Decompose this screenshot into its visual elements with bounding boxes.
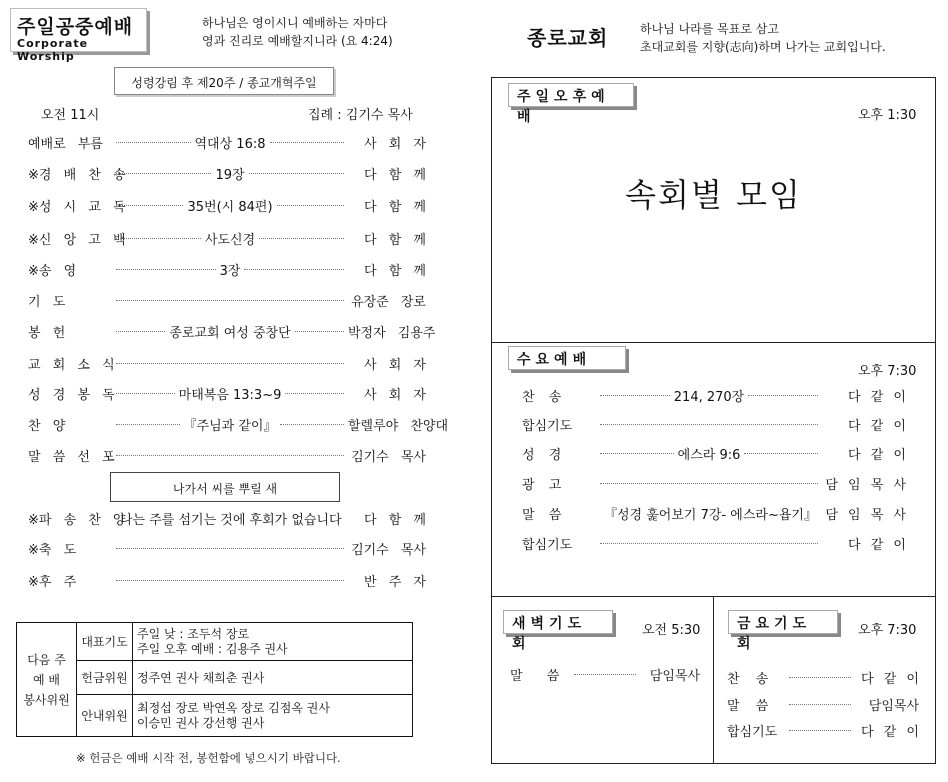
- leader-dots: [116, 455, 344, 456]
- divider: [491, 342, 936, 343]
- order-row: [28, 570, 426, 590]
- order-leader: 유장준 장로: [351, 294, 426, 310]
- leader-dots: [748, 395, 818, 396]
- leader-dots: [249, 173, 344, 174]
- order-content: 『주님과 같이』: [183, 418, 277, 434]
- order-label: 말 씀: [510, 668, 560, 684]
- order-leader: 담 임 목 사: [825, 477, 906, 493]
- staff-role: 대표기도: [77, 623, 133, 661]
- order-row: [28, 353, 426, 373]
- leader-dots: [244, 269, 344, 270]
- order-content: 19장: [215, 167, 245, 183]
- friday-row: [727, 694, 919, 714]
- order-content: 마태복음 13:3~9: [178, 387, 282, 403]
- afternoon-title: 속회별 모임: [625, 176, 802, 214]
- order-row: [28, 538, 426, 558]
- motto-line-1: 하나님 나라를 목표로 삼고: [640, 22, 779, 36]
- order-label: 합심기도: [727, 724, 778, 740]
- order-label: 말 씀 선 포: [28, 449, 115, 465]
- staff-names: [133, 695, 413, 737]
- order-leader: 다 함 께: [364, 199, 426, 215]
- staff-group-line-2: 예 배: [33, 672, 60, 687]
- order-leader: 다 함 께: [364, 167, 426, 183]
- order-label: ※후 주: [28, 574, 77, 590]
- order-row: [28, 290, 426, 310]
- staff-names-line: 주일 오후 예배 : 김용주 권사: [137, 641, 288, 656]
- liturgical-theme: 성령강림 후 제20주 / 종교개혁주일: [114, 67, 334, 95]
- order-leader: 다 함 께: [364, 512, 426, 528]
- leader-dots: [259, 238, 344, 239]
- staff-role: 헌금위원: [77, 661, 133, 695]
- title-korean: 주일공중예배: [17, 16, 134, 38]
- presider: 집례 : 김기수 목사: [308, 108, 413, 123]
- order-label: 성 경: [522, 447, 562, 463]
- order-label: 기 도: [28, 294, 66, 310]
- leader-dots: [600, 483, 818, 484]
- friday-time: 오후 7:30: [858, 623, 917, 638]
- order-row: [28, 414, 449, 434]
- wednesday-row: [522, 473, 906, 493]
- afternoon-time: 오후 1:30: [858, 108, 917, 123]
- order-content: 종로교회 여성 중창단: [169, 325, 291, 341]
- order-row: [28, 163, 426, 183]
- order-row: [28, 383, 426, 403]
- order-row: [28, 259, 426, 279]
- order-leader: 다 같 이: [861, 671, 919, 687]
- order-leader: 사 회 자: [364, 357, 426, 373]
- order-row: [28, 508, 426, 528]
- friday-row: [727, 720, 919, 740]
- leader-dots: [600, 453, 674, 454]
- order-content: 나는 주를 섬기는 것에 후회가 없습니다: [120, 512, 342, 528]
- leader-dots: [600, 543, 818, 544]
- order-leader: 담임목사: [868, 698, 919, 714]
- afternoon-service-tab: 주일오후예배: [508, 83, 634, 107]
- order-leader: 다 같 이: [861, 724, 919, 740]
- order-label: 성 경 봉 독: [28, 387, 115, 403]
- dawn-row: [510, 664, 700, 684]
- verse-line-2: 영과 진리로 예배할지니라 (요 4:24): [202, 34, 393, 48]
- order-content: 『성경 훑어보기 7강- 에스라~욥기』: [604, 507, 817, 523]
- leader-dots: [789, 677, 851, 678]
- order-row: [28, 195, 426, 215]
- staff-names-line: 주일 낮 : 조두석 장로: [137, 626, 250, 641]
- order-content: 214, 270장: [673, 389, 745, 405]
- leader-dots: [744, 453, 818, 454]
- order-leader: 박정자 김용주: [348, 325, 436, 341]
- leader-dots: [277, 205, 344, 206]
- staff-group-label: [17, 623, 77, 737]
- staff-names-line: 최정섭 장로 박연옥 장로 김점옥 권사: [137, 700, 330, 715]
- service-time: 오전 11시: [41, 108, 100, 123]
- sermon-title: 나가서 씨를 뿌릴 새: [110, 472, 340, 502]
- wednesday-time: 오후 7:30: [858, 364, 917, 379]
- order-label: ※파 송 찬 양: [28, 512, 126, 528]
- order-label: ※송 영: [28, 263, 77, 279]
- order-leader: 다 함 께: [364, 263, 426, 279]
- leader-dots: [116, 173, 211, 174]
- offering-note: ※ 헌금은 예배 시작 전, 봉헌함에 넣으시기 바랍니다.: [76, 751, 341, 765]
- order-leader: 담임목사: [649, 668, 700, 684]
- order-leader: 사 회 자: [364, 136, 426, 152]
- order-row: [28, 445, 426, 465]
- order-row: [28, 321, 436, 341]
- order-leader: 다 같 이: [848, 389, 906, 405]
- motto-line-2: 초대교회를 지향(志向)하며 나가는 교회입니다.: [640, 40, 886, 54]
- leader-dots: [574, 674, 636, 675]
- order-content: 35번(시 84편): [187, 199, 273, 215]
- leader-dots: [116, 393, 175, 394]
- wednesday-row: [522, 503, 906, 523]
- order-leader: 김기수 목사: [351, 542, 426, 558]
- leader-dots: [116, 363, 344, 364]
- order-label: 찬 양: [28, 418, 66, 434]
- order-label: ※경 배 찬 송: [28, 167, 126, 183]
- divider: [713, 596, 714, 764]
- order-label: ※신 앙 고 백: [28, 232, 126, 248]
- leader-dots: [116, 205, 183, 206]
- leader-dots: [280, 424, 344, 425]
- staff-role: 안내위원: [77, 695, 133, 737]
- order-label: 교 회 소 식: [28, 357, 115, 373]
- order-leader: 사 회 자: [364, 387, 426, 403]
- leader-dots: [600, 424, 818, 425]
- leader-dots: [116, 424, 180, 425]
- order-label: 예배로 부름: [28, 136, 103, 152]
- order-leader: 할렐루야 찬양대: [348, 418, 449, 434]
- title-english: Corporate Worship: [17, 37, 89, 63]
- leader-dots: [116, 548, 344, 549]
- order-leader: 다 함 께: [364, 232, 426, 248]
- wednesday-row: [522, 414, 906, 434]
- order-leader: 다 같 이: [848, 418, 906, 434]
- wednesday-row: [522, 533, 906, 553]
- order-label: 말 씀: [727, 698, 769, 714]
- leader-dots: [116, 142, 191, 143]
- order-label: ※축 도: [28, 542, 77, 558]
- church-name: 종로교회: [527, 26, 609, 50]
- staff-names: [133, 623, 413, 661]
- leader-dots: [295, 331, 344, 332]
- order-row: [28, 228, 426, 248]
- staff-names-line: 이승민 권사 강선행 권사: [137, 715, 265, 730]
- wednesday-row: [522, 443, 906, 463]
- order-leader: 다 같 이: [848, 447, 906, 463]
- leader-dots: [285, 393, 344, 394]
- leader-dots: [116, 331, 165, 332]
- leader-dots: [789, 704, 851, 705]
- wednesday-row: [522, 385, 906, 405]
- order-leader: 김기수 목사: [351, 449, 426, 465]
- order-content: 에스라 9:6: [677, 447, 741, 463]
- serving-staff-table: [16, 622, 413, 737]
- order-label: 합심기도: [522, 537, 573, 553]
- order-content: 역대상 16:8: [194, 136, 266, 152]
- order-label: 찬 송: [727, 671, 769, 687]
- staff-group-line-3: 봉사위원: [23, 692, 70, 707]
- friday-prayer-tab: 금요기도회: [728, 610, 838, 634]
- leader-dots: [789, 730, 851, 731]
- order-leader: 담 임 목 사: [825, 507, 906, 523]
- order-leader: 반 주 자: [364, 574, 426, 590]
- order-content: 사도신경: [204, 232, 256, 248]
- order-label: 광 고: [522, 477, 562, 493]
- leader-dots: [600, 395, 670, 396]
- verse-line-1: 하나님은 영이시니 예배하는 자마다: [202, 16, 388, 30]
- leader-dots: [116, 580, 344, 581]
- order-row: [28, 132, 426, 152]
- staff-group-line-1: 다음 주: [27, 652, 66, 667]
- leader-dots: [116, 238, 201, 239]
- church-motto: [640, 20, 886, 56]
- order-leader: 다 같 이: [848, 537, 906, 553]
- bulletin-title-tab: [10, 8, 147, 63]
- dawn-time: 오전 5:30: [642, 623, 701, 638]
- order-content: 3장: [219, 263, 241, 279]
- leader-dots: [116, 269, 216, 270]
- scripture-verse: [202, 14, 393, 50]
- order-label: ※성 시 교 독: [28, 199, 126, 215]
- order-label: 봉 헌: [28, 325, 66, 341]
- friday-row: [727, 667, 919, 687]
- leader-dots: [270, 142, 345, 143]
- order-label: 합심기도: [522, 418, 573, 434]
- staff-names: 정주연 권사 채희춘 권사: [133, 661, 413, 695]
- leader-dots: [116, 300, 344, 301]
- dawn-prayer-tab: 새벽기도회: [503, 610, 613, 634]
- order-label: 찬 송: [522, 389, 562, 405]
- wednesday-service-tab: 수요예배: [508, 346, 626, 370]
- order-label: 말 씀: [522, 507, 562, 523]
